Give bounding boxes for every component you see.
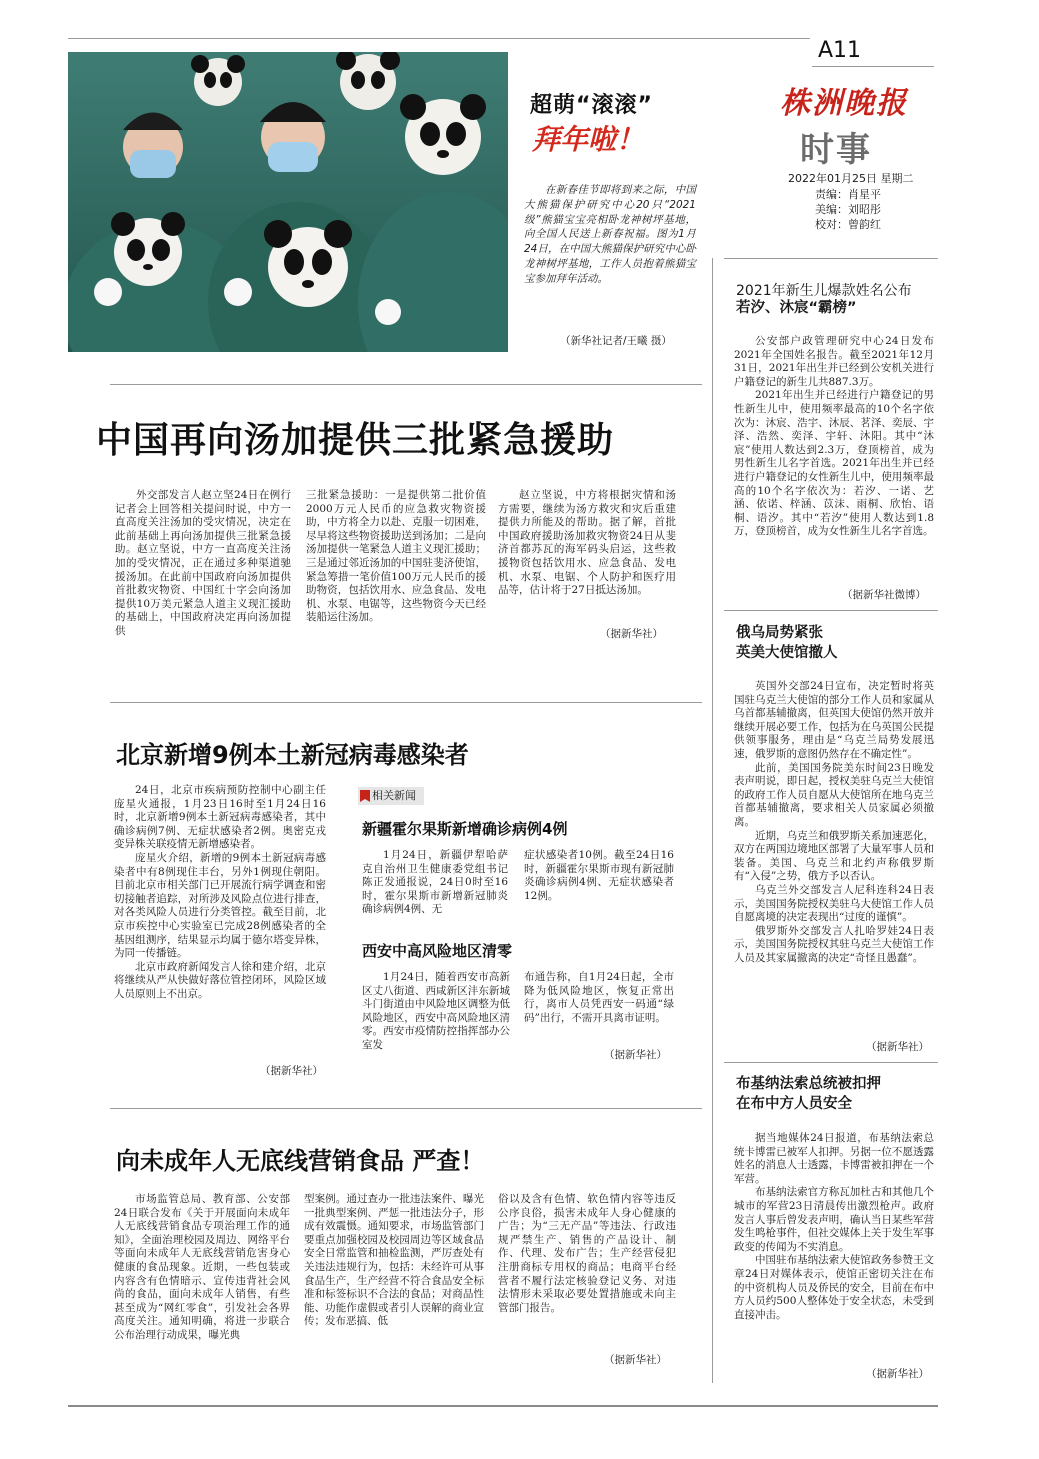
burkina-p3: 中国驻布基纳法索大使馆政务参赞王文章24日对媒体表示，使馆正密切关注在布的中资机构人员及侨民的安全，目前在布中方人员约500人整体处于安全状态，未受到直接冲击。 (734, 1254, 934, 1321)
names-top-rule (724, 258, 938, 259)
xinjiang-col-1-text: 1月24日，新疆伊犁哈萨克自治州卫生健康委党组书记陈正发通报说，24日0时至16时，霍尔果斯市新增新冠肺炎确诊病例4例、无 (362, 849, 508, 916)
tonga-title: 中国再向汤加提供三批紧急援助 (96, 420, 615, 461)
panda-caption (524, 183, 696, 287)
beijing-top-rule (110, 702, 702, 703)
beijing-p3: 北京市政府新闻发言人徐和建介绍，北京将继续从严从快做好落位管控闭环，风险区域人员原则上不出京。 (114, 960, 326, 1000)
food-col-2-text: 型案例。通过查办一批违法案件、曝光一批典型案例、严惩一批违法分子，形成有效震慑。通知要求，市场监管部门要重点加强校园及校园周边等区域食品安全日常监管和抽检监测，严厉查处有关违法违规行为，包括：未经许可从事食品生产，生产经营不符合食品安全标准和标签标识不合法的食品；对商品性能、功能作虚假或者引人误解的商业宣传；发布恶搞、低 (304, 1193, 484, 1328)
tonga-col-3 (498, 489, 676, 598)
food-col-1 (114, 1193, 290, 1343)
paper-name: 株洲晚报 (780, 86, 908, 121)
food-col-3-text: 俗以及含有色情、软色情内容等违反公序良俗，损害未成年人身心健康的广告；为“三无产品”等违法、行政违规严禁生产、销售的产品设计、制作、代理、发布广告；生产经营侵犯注册商标专用权的商品；电商平台经营者不履行法定核验登记义务、对违法情形未采取必要处置措施或未向主管部门报告。 (498, 1193, 676, 1314)
burkina-source: （据新华社） (866, 1368, 929, 1380)
related-tag (358, 787, 424, 805)
page-number-rule (812, 66, 934, 67)
proofreader-line: 校对：曾韵红 (815, 218, 881, 231)
xian-title: 西安中高风险地区清零 (362, 942, 513, 960)
date-line: 2022年01月25日 星期二 (788, 172, 914, 185)
designer-line: 美编：刘昭彤 (815, 203, 881, 216)
food-col-3 (498, 1193, 676, 1315)
beijing-p2: 庞星火介绍，新增的9例本土新冠病毒感染者中有8例现住丰台，另外1例现住朝阳。目前北京市相关部门已开展流行病学调查和密切接触者追踪，对所涉及风险点位进行排查，对各类风险人员进行分类管控。截至目前，北京市疾控中心实验室已完成28例感染者的全基因组测序，结果显示均属于德尔塔变异株，为同一传播链。 (114, 851, 326, 960)
ukraine-p5: 俄罗斯外交部发言人扎哈罗娃24日表示，美国国务院授权其驻乌克兰大使馆工作人员及其家属撤离的决定“奇怪且愚蠢”。 (734, 924, 934, 964)
tonga-col-1 (115, 489, 291, 639)
xian-col-1-text: 1月24日，随着西安市高新区丈八街道、西咸新区沣东新城斗门街道由中风险地区调整为低风险地区，西安中高风险地区清零。西安市疫情防控指挥部办公室发 (362, 971, 510, 1051)
bottom-rule (68, 1405, 938, 1407)
related-tag-label: 相关新闻 (372, 789, 416, 802)
tonga-col-3-text: 赵立坚说，中方将根据灾情和汤方需要，继续为汤方救灾和灾后重建提供力所能及的帮助。据了解，首批中国政府援助汤加救灾物资24日从斐济首都苏瓦的海军码头启运，这些救援物资包括饮用水、应急食品、发电机、水泵、电锯、个人防护和医疗用品等，估计将于27日抵达汤加。 (498, 489, 676, 597)
food-source: （据新华社） (604, 1354, 667, 1366)
top-rule (68, 38, 810, 39)
burkina-top-rule (724, 1062, 938, 1063)
ukraine-title-line2: 英美大使馆撤人 (736, 645, 838, 661)
panda-caption-text: 在新春佳节即将到来之际，中国大熊猫保护研究中心20只“2021级”熊猫宝宝亮相卧龙神树坪基地，向全国人民送上新春祝福。图为1月24日，在中国大熊猫保护研究中心卧龙神树坪基地，工作人员抱着熊猫宝宝参加拜年活动。 (524, 184, 696, 285)
food-top-rule (110, 1108, 702, 1109)
beijing-p1: 24日，北京市疾病预防控制中心副主任庞星火通报，1月23日16时至1月24日16时，北京新增9例本土新冠病毒感染者，其中确诊病例7例、无症状感染者2例。奥密克戎变异株关联疫情无新增感染者。 (114, 784, 326, 851)
burkina-p1: 据当地媒体24日报道，布基纳法索总统卡博雷已被军人扣押。另据一位不愿透露姓名的消息人士透露，卡博雷被扣押在一个军营。 (734, 1132, 934, 1185)
beijing-title: 北京新增9例本土新冠病毒感染者 (116, 741, 469, 769)
panda-photo (68, 52, 508, 352)
ukraine-top-rule (724, 610, 938, 611)
xian-col-1 (362, 971, 510, 1053)
ukraine-body (734, 680, 934, 965)
xian-col-2-text: 布通告称，自1月24日起，全市降为低风险地区，恢复正常出行，离市人员凭西安一码通“绿码”出行，不需开具离市证明。 (524, 971, 674, 1024)
editor-line: 责编：肖星平 (815, 188, 881, 201)
tonga-col-2 (306, 489, 486, 625)
xinjiang-col-1 (362, 849, 508, 917)
panda-title-line1: 超萌“滚滚” (530, 93, 653, 118)
xinjiang-col-2 (524, 849, 674, 903)
related-tag-icon (360, 790, 370, 802)
ukraine-p1: 英国外交部24日宣布，决定暂时将英国驻乌克兰大使馆的部分工作人员和家属从乌首都基辅撤离，但英国大使馆仍然开放并继续开展必要工作，包括为在乌英国公民提供领事服务，理由是“乌克兰局势发展迅速，俄罗斯的意图仍然存在不确定性”。 (734, 680, 934, 760)
names-title-line1: 2021年新生儿爆款姓名公布 (736, 283, 912, 299)
page-number: A11 (818, 38, 862, 63)
panda-credit: （新华社记者/王曦 摄） (560, 335, 672, 347)
paper-logo (780, 78, 930, 121)
burkina-p2: 布基纳法索官方称瓦加杜古和其他几个城市的军营23日清晨传出激烈枪声。政府发言人事后曾发表声明，确认当日某些军营发生鸣枪事件，但社交媒体上关于发生军事政变的传闻为不实消息。 (734, 1186, 934, 1253)
xinjiang-title: 新疆霍尔果斯新增确诊病例4例 (362, 820, 568, 838)
panda-photo-illustration (68, 52, 508, 352)
burkina-body (734, 1132, 934, 1322)
tonga-top-rule (110, 384, 702, 385)
tonga-source: （据新华社） (600, 628, 663, 640)
names-source: （据新华社微博） (842, 589, 926, 601)
names-body (734, 335, 934, 539)
right-column-divider (712, 258, 713, 1383)
burkina-title-line2: 在布中方人员安全 (736, 1096, 852, 1112)
tonga-col-2-text: 三批紧急援助：一是提供第二批价值2000万元人民币的应急救灾物资援助，中方将全力以赴、克服一切困难，尽早将这些物资援助送到汤加；二是向汤加提供一笔紧急人道主义现汇援助；三是通过邻近汤加的中国驻斐济使馆，紧急筹措一笔价值100万元人民币的援助物资，包括饮用水、应急食品、发电机、水泵、电锯等，这些物资今天已经装船运往汤加。 (306, 489, 486, 624)
ukraine-title-line1: 俄乌局势紧张 (736, 625, 823, 641)
names-p2: 2021年出生并已经进行户籍登记的男性新生儿中，使用频率最高的10个名字依次为：沐宸、浩宇、沐辰、茗泽、奕辰、宇泽、浩然、奕泽、宇轩、沐阳。其中“沐宸”使用人数达到2.3万，登顶榜首，成为男性新生儿名字首选。2021年出生并已经进行户籍登记的女性新生儿中，使用频率最高的10个名字依次为：若汐、一诺、艺涵、依诺、梓涵、苡沫、雨桐、欣怡、语桐、语汐。其中“若汐”使用人数达到1.8万，登顶榜首，成为女性新生儿名字首选。 (734, 389, 934, 538)
tonga-col-1-text: 外交部发言人赵立坚24日在例行记者会上回答相关提问时说，中方一直高度关注汤加的受灾情况，决定在此前基础上再向汤加提供三批紧急援助。赵立坚说，中方一直高度关注汤加的受灾情况，正在通过多种渠道驰援汤加。在此前中国政府向汤加提供首批救灾物资、中国红十字会向汤加提供10万美元紧急人道主义现汇援助的基础上，中国政府决定再向汤加提供 (115, 489, 291, 637)
food-title: 向未成年人无底线营销食品 严查！ (116, 1147, 485, 1175)
ukraine-p4: 乌克兰外交部发言人尼科连科24日表示，美国国务院授权美驻乌大使馆工作人员自愿离境的决定表现出“过度的谨慎”。 (734, 883, 934, 924)
names-p1: 公安部户政管理研究中心24日发布2021年全国姓名报告。截至2021年12月31日，2021年出生并已经到公安机关进行户籍登记的新生儿共887.3万。 (734, 335, 934, 388)
related-source: （据新华社） (604, 1049, 667, 1061)
ukraine-source: （据新华社） (866, 1041, 929, 1053)
food-col-2 (304, 1193, 484, 1329)
names-title-line2: 若汐、沐宸“霸榜” (736, 300, 857, 316)
beijing-source: （据新华社） (260, 1065, 323, 1077)
panda-title-line2: 拜年啦！ (532, 123, 645, 156)
burkina-title-line1: 布基纳法索总统被扣押 (736, 1076, 881, 1092)
ukraine-p2: 此前，美国国务院美东时间23日晚发表声明说，即日起，授权美驻乌克兰大使馆的政府工作人员自愿从大使馆所在地乌克兰首都基辅撤离，要求相关人员家属必须撤离。 (734, 761, 934, 828)
xinjiang-col-2-text: 症状感染者10例。截至24日16时，新疆霍尔果斯市现有新冠肺炎确诊病例4例、无症状感染者12例。 (524, 849, 674, 902)
xian-col-2 (524, 971, 674, 1025)
beijing-body (114, 784, 326, 1002)
food-col-1-text: 市场监管总局、教育部、公安部24日联合发布《关于开展面向未成年人无底线营销食品专项治理工作的通知》，全面治理校园及周边、网络平台等面向未成年人无底线营销危害身心健康的食品现象。近期，一些包装或内容含有色情暗示、宣传违背社会风尚的食品，面向未成年人销售，有些甚至成为“网红零食”，引发社会各界高度关注。通知明确，将进一步联合公布治理行动成果，曝光典 (114, 1193, 290, 1341)
section-name: 时事 (800, 130, 872, 170)
ukraine-p3: 近期，乌克兰和俄罗斯关系加速恶化，双方在两国边境地区部署了大量军事人员和装备。美国、乌克兰和北约声称俄罗斯有“入侵”之势，俄方予以否认。 (734, 829, 934, 883)
